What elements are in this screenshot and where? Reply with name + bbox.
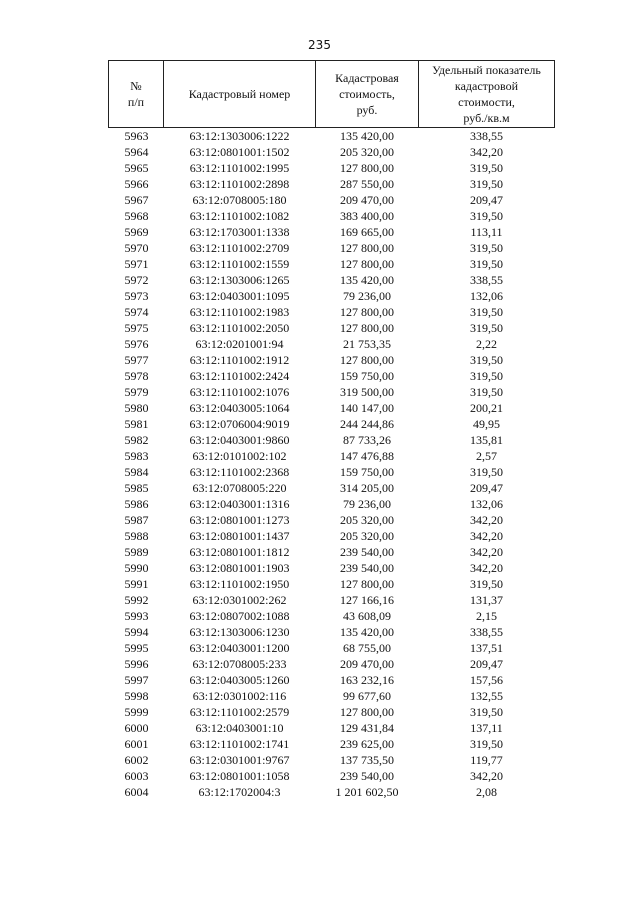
row-number-cell: 5966 <box>124 177 149 191</box>
specific-indicator-cell: 137,51 <box>470 641 503 655</box>
cadastral-cost-cell: 127 800,00 <box>340 353 394 367</box>
cadastral-number-cell: 63:12:1101002:1995 <box>189 161 290 175</box>
cadastral-number-cell: 63:12:0403001:1200 <box>189 641 290 655</box>
cadastral-number-cell: 63:12:1303006:1265 <box>189 273 290 287</box>
specific-indicator-cell: 342,20 <box>470 769 503 783</box>
cadastral-cost-cell: 127 800,00 <box>340 257 394 271</box>
cadastral-cost-cell: 319 500,00 <box>340 385 394 399</box>
specific-indicator-cell: 319,50 <box>470 177 503 191</box>
cadastral-cost-cell: 135 420,00 <box>340 129 394 143</box>
cadastral-number-cell: 63:12:0706004:9019 <box>189 417 290 431</box>
row-number-cell: 5989 <box>124 545 149 559</box>
cadastral-number-cell: 63:12:1101002:2709 <box>189 241 290 255</box>
specific-indicator-cell: 319,50 <box>470 577 503 591</box>
table-row <box>109 704 555 720</box>
cadastral-number-cell: 63:12:1101002:1076 <box>189 385 290 399</box>
cadastral-number-cell: 63:12:0301002:116 <box>192 689 287 703</box>
row-number-cell: 5964 <box>124 145 149 159</box>
header-row-number <box>109 61 164 128</box>
row-number-cell: 5997 <box>124 673 149 687</box>
row-number-cell: 5988 <box>124 529 149 543</box>
row-number-cell: 5967 <box>124 193 149 207</box>
specific-indicator-cell: 319,50 <box>470 257 503 271</box>
table-row <box>109 160 555 176</box>
table-row <box>109 256 555 272</box>
specific-indicator-cell: 319,50 <box>470 385 503 399</box>
table-row <box>109 768 555 784</box>
specific-indicator-cell: 119,77 <box>470 753 503 767</box>
cadastral-cost-cell: 287 550,00 <box>340 177 394 191</box>
row-number-cell: 5979 <box>124 385 149 399</box>
specific-indicator-cell: 132,06 <box>470 289 503 303</box>
specific-indicator-cell: 113,11 <box>470 225 503 239</box>
table-row <box>109 592 555 608</box>
specific-indicator-cell: 319,50 <box>470 465 503 479</box>
table-header <box>109 61 555 128</box>
cadastral-number-cell: 63:12:1303006:1222 <box>189 129 290 143</box>
page-number: 235 <box>308 38 331 52</box>
row-number-cell: 5970 <box>124 241 149 255</box>
row-number-cell: 5984 <box>124 465 149 479</box>
cadastral-cost-cell: 159 750,00 <box>340 369 394 383</box>
cadastral-number-cell: 63:12:0403001:9860 <box>189 433 290 447</box>
row-number-cell: 5976 <box>124 337 149 351</box>
specific-indicator-cell: 209,47 <box>470 657 503 671</box>
cadastral-cost-cell: 137 735,50 <box>340 753 394 767</box>
specific-indicator-cell: 131,37 <box>470 593 503 607</box>
cadastral-cost-cell: 239 540,00 <box>340 545 394 559</box>
cadastral-number-cell: 63:12:0201001:94 <box>195 337 284 351</box>
cadastral-number-cell: 63:12:1101002:1741 <box>189 737 290 751</box>
cadastral-cost-cell: 135 420,00 <box>340 273 394 287</box>
cadastral-number-cell: 63:12:1101002:2579 <box>189 705 290 719</box>
row-number-cell: 5996 <box>124 657 149 671</box>
row-number-cell: 5978 <box>124 369 149 383</box>
row-number-cell: 5975 <box>124 321 149 335</box>
cadastral-number-cell: 63:12:0708005:233 <box>192 657 287 671</box>
table-row <box>109 320 555 336</box>
row-number-cell: 5999 <box>124 705 149 719</box>
specific-indicator-cell: 209,47 <box>470 193 503 207</box>
header-row <box>109 61 555 128</box>
cadastral-number-cell: 63:12:1702004:3 <box>198 785 281 799</box>
cadastral-number-cell: 63:12:1101002:1912 <box>189 353 290 367</box>
cadastral-number-cell: 63:12:0801001:1903 <box>189 561 290 575</box>
cadastral-cost-cell: 209 470,00 <box>340 657 394 671</box>
specific-indicator-cell: 2,57 <box>476 449 497 463</box>
cadastral-cost-cell: 159 750,00 <box>340 465 394 479</box>
specific-indicator-cell: 342,20 <box>470 561 503 575</box>
table-row <box>109 496 555 512</box>
cadastral-number-cell: 63:12:1703001:1338 <box>189 225 290 239</box>
table-body <box>109 128 555 801</box>
row-number-cell: 5977 <box>124 353 149 367</box>
cadastral-cost-cell: 79 236,00 <box>343 497 391 511</box>
specific-indicator-cell: 319,50 <box>470 369 503 383</box>
table-row <box>109 224 555 240</box>
row-number-cell: 5998 <box>124 689 149 703</box>
row-number-cell: 5968 <box>124 209 149 223</box>
specific-indicator-cell: 319,50 <box>470 705 503 719</box>
cadastral-cost-cell: 205 320,00 <box>340 145 394 159</box>
table-row <box>109 656 555 672</box>
cadastral-cost-cell: 239 540,00 <box>340 769 394 783</box>
specific-indicator-cell: 132,06 <box>470 497 503 511</box>
cadastral-cost-cell: 140 147,00 <box>340 401 394 415</box>
cadastral-number-cell: 63:12:0403005:1064 <box>189 401 290 415</box>
header-cost-line1: Кадастровая <box>335 71 399 85</box>
cadastral-cost-cell: 205 320,00 <box>340 529 394 543</box>
cadastral-cost-cell: 209 470,00 <box>340 193 394 207</box>
row-number-cell: 6004 <box>124 785 149 799</box>
header-num-line2: п/п <box>127 95 145 109</box>
row-number-cell: 6003 <box>124 769 149 783</box>
specific-indicator-cell: 49,95 <box>473 417 500 431</box>
table-row <box>109 128 555 145</box>
specific-indicator-cell: 319,50 <box>470 209 503 223</box>
table-row <box>109 672 555 688</box>
header-cost-line2: стоимость, <box>339 87 395 101</box>
specific-indicator-cell: 338,55 <box>470 129 503 143</box>
table-row <box>109 288 555 304</box>
cadastral-cost-cell: 244 244,86 <box>340 417 394 431</box>
row-number-cell: 5965 <box>124 161 149 175</box>
header-specific-line3: стоимости, <box>458 95 515 109</box>
row-number-cell: 5969 <box>124 225 149 239</box>
cadastral-cost-cell: 239 540,00 <box>340 561 394 575</box>
cadastral-cost-cell: 129 431,84 <box>340 721 394 735</box>
cadastral-number-cell: 63:12:1101002:1950 <box>189 577 290 591</box>
cadastral-cost-cell: 205 320,00 <box>340 513 394 527</box>
table-row <box>109 624 555 640</box>
specific-indicator-cell: 157,56 <box>470 673 503 687</box>
table-row <box>109 192 555 208</box>
table-row <box>109 576 555 592</box>
cadastral-number-cell: 63:12:1101002:1082 <box>189 209 290 223</box>
cadastral-cost-cell: 127 800,00 <box>340 577 394 591</box>
specific-indicator-cell: 319,50 <box>470 241 503 255</box>
row-number-cell: 5990 <box>124 561 149 575</box>
cadastral-number-cell: 63:12:0101002:102 <box>192 449 287 463</box>
header-specific-line4: руб./кв.м <box>463 111 510 125</box>
table-row <box>109 736 555 752</box>
table-row <box>109 144 555 160</box>
cadastral-number-cell: 63:12:0801001:1058 <box>189 769 290 783</box>
cadastral-number-cell: 63:12:1101002:1983 <box>189 305 290 319</box>
header-specific-indicator <box>419 61 555 128</box>
table-row <box>109 448 555 464</box>
specific-indicator-cell: 342,20 <box>470 545 503 559</box>
cadastral-cost-cell: 314 205,00 <box>340 481 394 495</box>
row-number-cell: 5995 <box>124 641 149 655</box>
row-number-cell: 5980 <box>124 401 149 415</box>
cadastral-cost-cell: 43 608,09 <box>343 609 391 623</box>
row-number-cell: 5983 <box>124 449 149 463</box>
table-row <box>109 176 555 192</box>
table-row <box>109 464 555 480</box>
row-number-cell: 5991 <box>124 577 149 591</box>
cadastral-number-cell: 63:12:1101002:1559 <box>189 257 290 271</box>
specific-indicator-cell: 2,08 <box>476 785 497 799</box>
row-number-cell: 6001 <box>124 737 149 751</box>
table-row <box>109 480 555 496</box>
cadastral-cost-cell: 163 232,16 <box>340 673 394 687</box>
cadastral-number-cell: 63:12:0403001:1316 <box>189 497 290 511</box>
specific-indicator-cell: 135,81 <box>470 433 503 447</box>
header-specific-line2: кадастровой <box>454 79 519 93</box>
specific-indicator-cell: 200,21 <box>470 401 503 415</box>
row-number-cell: 5986 <box>124 497 149 511</box>
table-row <box>109 368 555 384</box>
table-row <box>109 608 555 624</box>
table-row <box>109 400 555 416</box>
cadastral-cost-cell: 127 800,00 <box>340 161 394 175</box>
table-row <box>109 432 555 448</box>
cadastral-number-cell: 63:12:0708005:220 <box>192 481 287 495</box>
row-number-cell: 5974 <box>124 305 149 319</box>
specific-indicator-cell: 319,50 <box>470 737 503 751</box>
row-number-cell: 5992 <box>124 593 149 607</box>
cadastral-cost-cell: 135 420,00 <box>340 625 394 639</box>
cadastral-number-cell: 63:12:0301001:9767 <box>189 753 290 767</box>
cadastral-number-cell: 63:12:0801001:1502 <box>189 145 290 159</box>
cadastral-cost-cell: 383 400,00 <box>340 209 394 223</box>
cadastral-number-cell: 63:12:1101002:2050 <box>189 321 290 335</box>
table-row <box>109 528 555 544</box>
cadastral-number-cell: 63:12:1101002:2368 <box>189 465 290 479</box>
header-num-line1: № <box>130 79 142 93</box>
cadastral-cost-cell: 127 166,16 <box>340 593 394 607</box>
table-row <box>109 784 555 800</box>
table-row <box>109 720 555 736</box>
header-cadastral-cost <box>316 61 419 128</box>
specific-indicator-cell: 2,22 <box>476 337 497 351</box>
cadastral-number-cell: 63:12:0403001:10 <box>195 721 284 735</box>
header-cadastral-number: Кадастровый номер <box>164 61 316 128</box>
cadastral-number-cell: 63:12:0403005:1260 <box>189 673 290 687</box>
cadastral-cost-cell: 127 800,00 <box>340 705 394 719</box>
cadastral-number-cell: 63:12:0708005:180 <box>192 193 287 207</box>
cadastral-cost-cell: 127 800,00 <box>340 305 394 319</box>
row-number-cell: 5985 <box>124 481 149 495</box>
cadastral-number-cell: 63:12:1101002:2898 <box>189 177 290 191</box>
specific-indicator-cell: 342,20 <box>470 145 503 159</box>
table-row <box>109 560 555 576</box>
table-row <box>109 640 555 656</box>
table-row <box>109 544 555 560</box>
cadastral-number-cell: 63:12:0801001:1812 <box>189 545 290 559</box>
table-row <box>109 336 555 352</box>
cadastral-number-cell: 63:12:0801001:1273 <box>189 513 290 527</box>
table-row <box>109 240 555 256</box>
specific-indicator-cell: 319,50 <box>470 353 503 367</box>
cadastral-number-cell: 63:12:0301002:262 <box>192 593 287 607</box>
row-number-cell: 5971 <box>124 257 149 271</box>
cadastral-cost-cell: 1 201 602,50 <box>335 785 399 799</box>
specific-indicator-cell: 342,20 <box>470 529 503 543</box>
table-row <box>109 688 555 704</box>
row-number-cell: 5982 <box>124 433 149 447</box>
specific-indicator-cell: 2,15 <box>476 609 497 623</box>
cadastral-number-cell: 63:12:0801001:1437 <box>189 529 290 543</box>
row-number-cell: 5963 <box>124 129 149 143</box>
row-number-cell: 6002 <box>124 753 149 767</box>
row-number-cell: 5994 <box>124 625 149 639</box>
row-number-cell: 5993 <box>124 609 149 623</box>
header-cost-line3: руб. <box>356 103 378 117</box>
table-row <box>109 304 555 320</box>
cadastral-number-cell: 63:12:1101002:2424 <box>189 369 290 383</box>
table-row <box>109 352 555 368</box>
cadastral-cost-cell: 127 800,00 <box>340 241 394 255</box>
header-specific-line1: Удельный показатель <box>432 63 541 77</box>
cadastral-cost-cell: 87 733,26 <box>343 433 391 447</box>
table-row <box>109 272 555 288</box>
specific-indicator-cell: 209,47 <box>470 481 503 495</box>
cadastral-cost-cell: 79 236,00 <box>343 289 391 303</box>
cadastral-number-cell: 63:12:1303006:1230 <box>189 625 290 639</box>
cadastral-number-cell: 63:12:0807002:1088 <box>189 609 290 623</box>
cadastral-cost-cell: 21 753,35 <box>343 337 391 351</box>
table-row <box>109 752 555 768</box>
cadastral-cost-cell: 68 755,00 <box>343 641 391 655</box>
cadastral-cost-cell: 99 677,60 <box>343 689 391 703</box>
specific-indicator-cell: 319,50 <box>470 305 503 319</box>
cadastral-number-cell: 63:12:0403001:1095 <box>189 289 290 303</box>
specific-indicator-cell: 137,11 <box>470 721 503 735</box>
specific-indicator-cell: 338,55 <box>470 625 503 639</box>
specific-indicator-cell: 132,55 <box>470 689 503 703</box>
table-row <box>109 416 555 432</box>
table-row <box>109 384 555 400</box>
cadastral-cost-cell: 147 476,88 <box>340 449 394 463</box>
specific-indicator-cell: 338,55 <box>470 273 503 287</box>
row-number-cell: 5972 <box>124 273 149 287</box>
cadastral-table <box>108 60 555 800</box>
cadastral-cost-cell: 127 800,00 <box>340 321 394 335</box>
table-row <box>109 208 555 224</box>
cadastral-cost-cell: 239 625,00 <box>340 737 394 751</box>
row-number-cell: 5981 <box>124 417 149 431</box>
row-number-cell: 5987 <box>124 513 149 527</box>
row-number-cell: 6000 <box>124 721 149 735</box>
table-row <box>109 512 555 528</box>
specific-indicator-cell: 319,50 <box>470 321 503 335</box>
cadastral-cost-cell: 169 665,00 <box>340 225 394 239</box>
specific-indicator-cell: 319,50 <box>470 161 503 175</box>
specific-indicator-cell: 342,20 <box>470 513 503 527</box>
row-number-cell: 5973 <box>124 289 149 303</box>
